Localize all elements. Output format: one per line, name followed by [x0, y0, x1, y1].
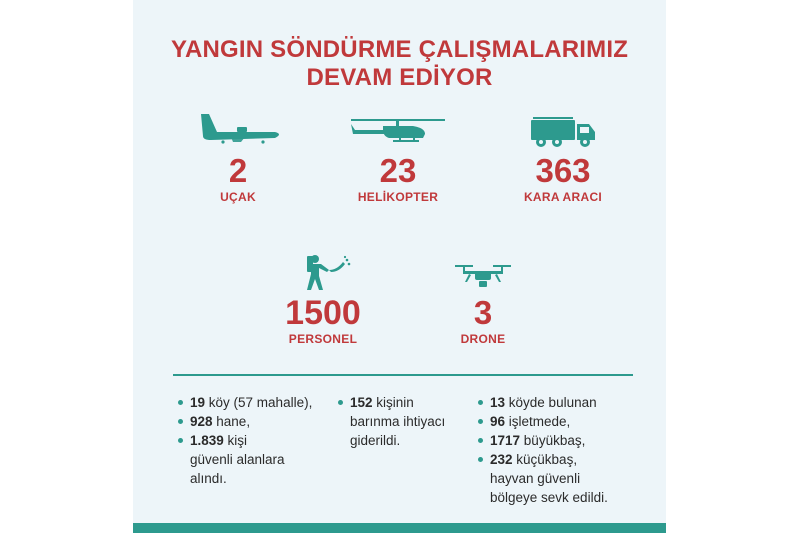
stat-personnel-value: 1500 — [285, 294, 361, 332]
list-item-text: kişi — [223, 433, 248, 448]
list-item-number: 152 — [350, 395, 373, 410]
title-line-2: DEVAM EDİYOR — [306, 64, 493, 91]
list-item-text: küçükbaş, — [512, 452, 578, 467]
info-column-1 — [178, 393, 312, 488]
list-item — [338, 393, 445, 412]
list-item-continuation: hayvan güvenli — [490, 471, 581, 486]
info-column-2 — [338, 393, 445, 450]
list-item — [178, 412, 312, 431]
list-item — [178, 393, 312, 412]
list-item-number: 1717 — [490, 433, 521, 448]
stat-fire-truck-label: KARA ARACI — [523, 190, 603, 204]
stat-plane-value: 2 — [228, 152, 248, 189]
list-item-continuation: alındı. — [190, 471, 227, 486]
list-item-number: 19 — [190, 395, 206, 410]
list-item-text: köyde bulunan — [505, 395, 597, 410]
plane-icon — [193, 110, 283, 150]
stat-drone-value: 3 — [473, 294, 493, 331]
list-item-number: 1.839 — [190, 433, 224, 448]
stat-drone — [393, 262, 573, 346]
list-item — [478, 431, 608, 450]
stat-fire-truck-value: 363 — [535, 152, 591, 189]
stat-plane-label: UÇAK — [220, 190, 256, 204]
list-item-continuation: bölgeye sevk edildi. — [490, 490, 608, 505]
list-item-number: 13 — [490, 395, 506, 410]
bottom-bar — [133, 523, 666, 533]
list-item-continuation: giderildi. — [350, 433, 401, 448]
list-item-text: hane, — [212, 414, 251, 429]
stat-helicopter-value: 23 — [379, 152, 417, 189]
list-item — [478, 412, 608, 431]
stat-personnel — [233, 252, 413, 346]
firefighter-icon — [293, 252, 353, 292]
list-item — [178, 431, 312, 450]
stat-personnel-label: PERSONEL — [288, 332, 358, 346]
stat-plane — [148, 110, 328, 204]
list-item-text: büyükbaş, — [520, 433, 586, 448]
stat-fire-truck — [473, 110, 653, 204]
list-item — [478, 393, 608, 412]
list-item-continuation: güvenli alanlara — [190, 452, 285, 467]
list-item-text: köy (57 mahalle), — [205, 395, 313, 410]
list-item — [478, 450, 608, 469]
list-item-number: 928 — [190, 414, 213, 429]
divider — [173, 374, 633, 376]
helicopter-icon — [343, 110, 453, 150]
stat-helicopter-label: HELİKOPTER — [357, 190, 439, 204]
stat-drone-label: DRONE — [460, 332, 506, 346]
fire-truck-icon — [523, 110, 603, 150]
list-item-number: 96 — [490, 414, 506, 429]
drone-icon — [453, 262, 513, 292]
stat-helicopter — [308, 110, 488, 204]
list-item-number: 232 — [490, 452, 513, 467]
list-item-continuation: barınma ihtiyacı — [350, 414, 446, 429]
list-item-text: kişinin — [372, 395, 414, 410]
list-item-text: işletmede, — [505, 414, 571, 429]
title-line-1: YANGIN SÖNDÜRME ÇALIŞMALARIMIZ — [170, 36, 629, 63]
infographic-panel — [133, 0, 666, 533]
info-column-3 — [478, 393, 608, 507]
